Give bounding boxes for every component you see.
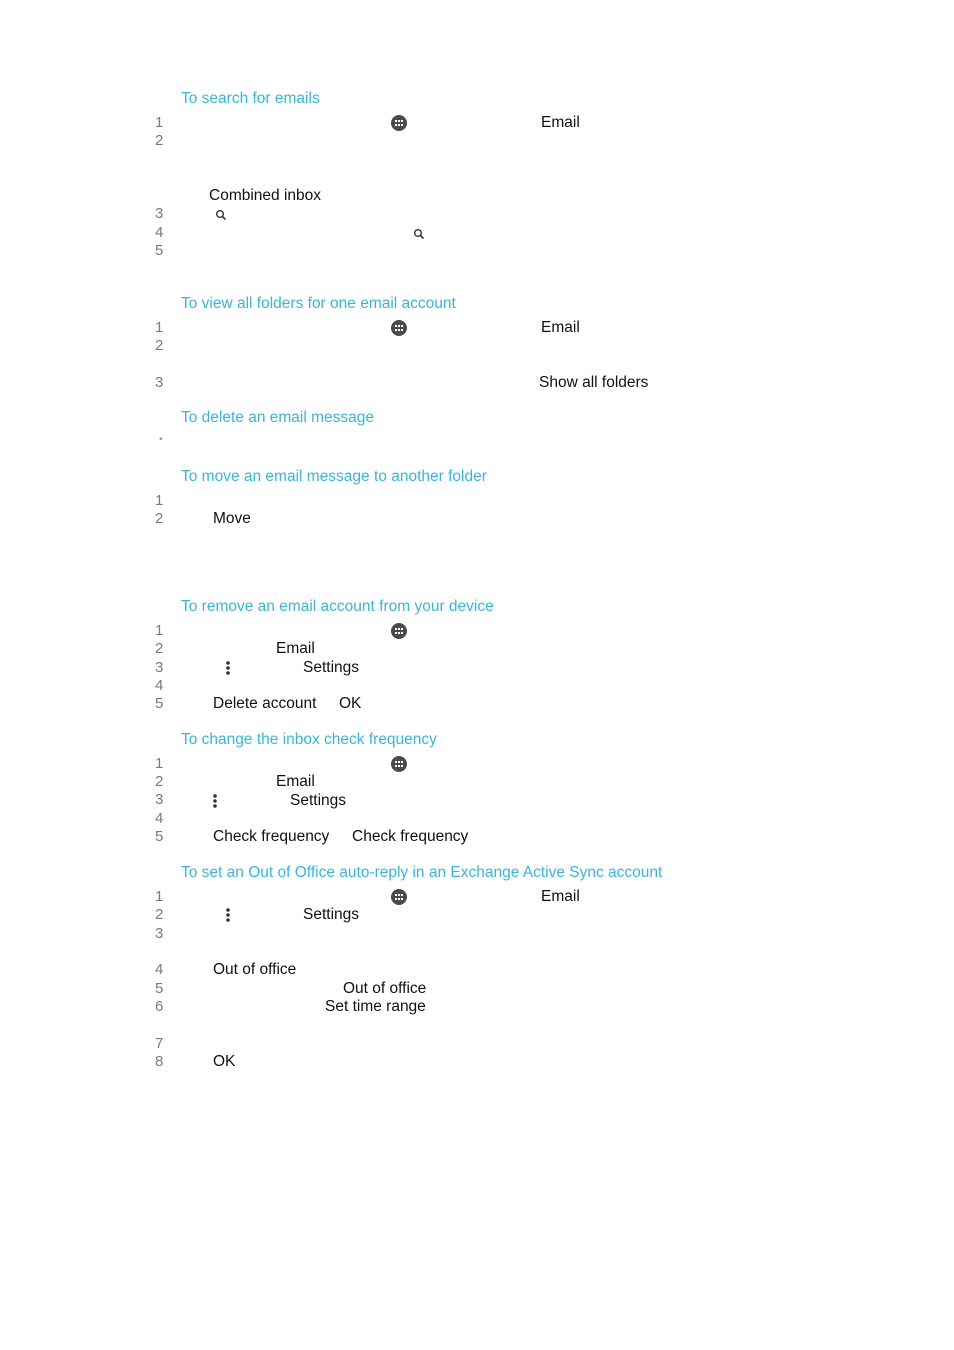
more-options-icon bbox=[225, 660, 231, 676]
more-options-icon bbox=[225, 907, 231, 923]
search-icon bbox=[215, 209, 227, 221]
step-number: 3 bbox=[155, 925, 164, 942]
step-number: 1 bbox=[155, 492, 164, 509]
step-number: 2 bbox=[155, 510, 164, 527]
step-number: 5 bbox=[155, 695, 164, 712]
step-number: 7 bbox=[155, 1035, 164, 1052]
step-number: 2 bbox=[155, 906, 164, 923]
keyword-ok: OK bbox=[339, 695, 362, 712]
keyword-out-of-office: Out of office bbox=[343, 980, 427, 997]
keyword-settings: Settings bbox=[303, 659, 360, 676]
section-heading: To move an email message to another folder bbox=[181, 468, 487, 485]
keyword-email: Email bbox=[276, 773, 315, 790]
section-heading: To delete an email message bbox=[181, 409, 375, 426]
step-number: 1 bbox=[155, 114, 164, 131]
step-number: 4 bbox=[155, 810, 164, 827]
keyword-set-time-range: Set time range bbox=[325, 998, 426, 1015]
section-heading: To remove an email account from your device bbox=[181, 598, 494, 615]
keyword-settings: Settings bbox=[290, 792, 347, 809]
keyword-email: Email bbox=[541, 114, 580, 131]
step-number: 5 bbox=[155, 828, 164, 845]
keyword-email: Email bbox=[276, 640, 315, 657]
apps-icon bbox=[391, 756, 407, 772]
step-number: 1 bbox=[155, 622, 164, 639]
keyword-email: Email bbox=[541, 319, 580, 336]
section-heading: To search for emails bbox=[181, 90, 320, 107]
keyword-email: Email bbox=[541, 888, 580, 905]
step-number: 5 bbox=[155, 980, 164, 997]
keyword-out-of-office: Out of office bbox=[213, 961, 297, 978]
step-number: 1 bbox=[155, 888, 164, 905]
apps-icon bbox=[391, 320, 407, 336]
keyword-move: Move bbox=[213, 510, 251, 527]
more-options-icon bbox=[212, 793, 218, 809]
keyword-settings: Settings bbox=[303, 906, 360, 923]
step-number: 4 bbox=[155, 677, 164, 694]
apps-icon bbox=[391, 623, 407, 639]
step-number: 2 bbox=[155, 640, 164, 657]
section-heading: To set an Out of Office auto-reply in an Exchange Active Sync account bbox=[181, 864, 663, 881]
apps-icon bbox=[391, 889, 407, 905]
keyword-check-frequency: Check frequency bbox=[352, 828, 469, 845]
step-number: 4 bbox=[155, 224, 164, 241]
keyword-combined-inbox: Combined inbox bbox=[209, 187, 322, 204]
keyword-check-frequency: Check frequency bbox=[213, 828, 330, 845]
section-heading: To change the inbox check frequency bbox=[181, 731, 437, 748]
keyword-delete-account: Delete account bbox=[213, 695, 317, 712]
step-number: 5 bbox=[155, 242, 164, 259]
step-number: 4 bbox=[155, 961, 164, 978]
step-number: 2 bbox=[155, 773, 164, 790]
bullet: • bbox=[159, 434, 163, 445]
step-number: 6 bbox=[155, 998, 164, 1015]
step-number: 3 bbox=[155, 205, 164, 222]
apps-icon bbox=[391, 115, 407, 131]
step-number: 3 bbox=[155, 374, 164, 391]
keyword-ok: OK bbox=[213, 1053, 236, 1070]
step-number: 3 bbox=[155, 659, 164, 676]
keyword-show-all-folders: Show all folders bbox=[539, 374, 649, 391]
section-heading: To view all folders for one email account bbox=[181, 295, 456, 312]
step-number: 2 bbox=[155, 337, 164, 354]
step-number: 8 bbox=[155, 1053, 164, 1070]
step-number: 1 bbox=[155, 319, 164, 336]
step-number: 2 bbox=[155, 132, 164, 149]
step-number: 1 bbox=[155, 755, 164, 772]
step-number: 3 bbox=[155, 791, 164, 808]
search-icon bbox=[413, 228, 425, 240]
